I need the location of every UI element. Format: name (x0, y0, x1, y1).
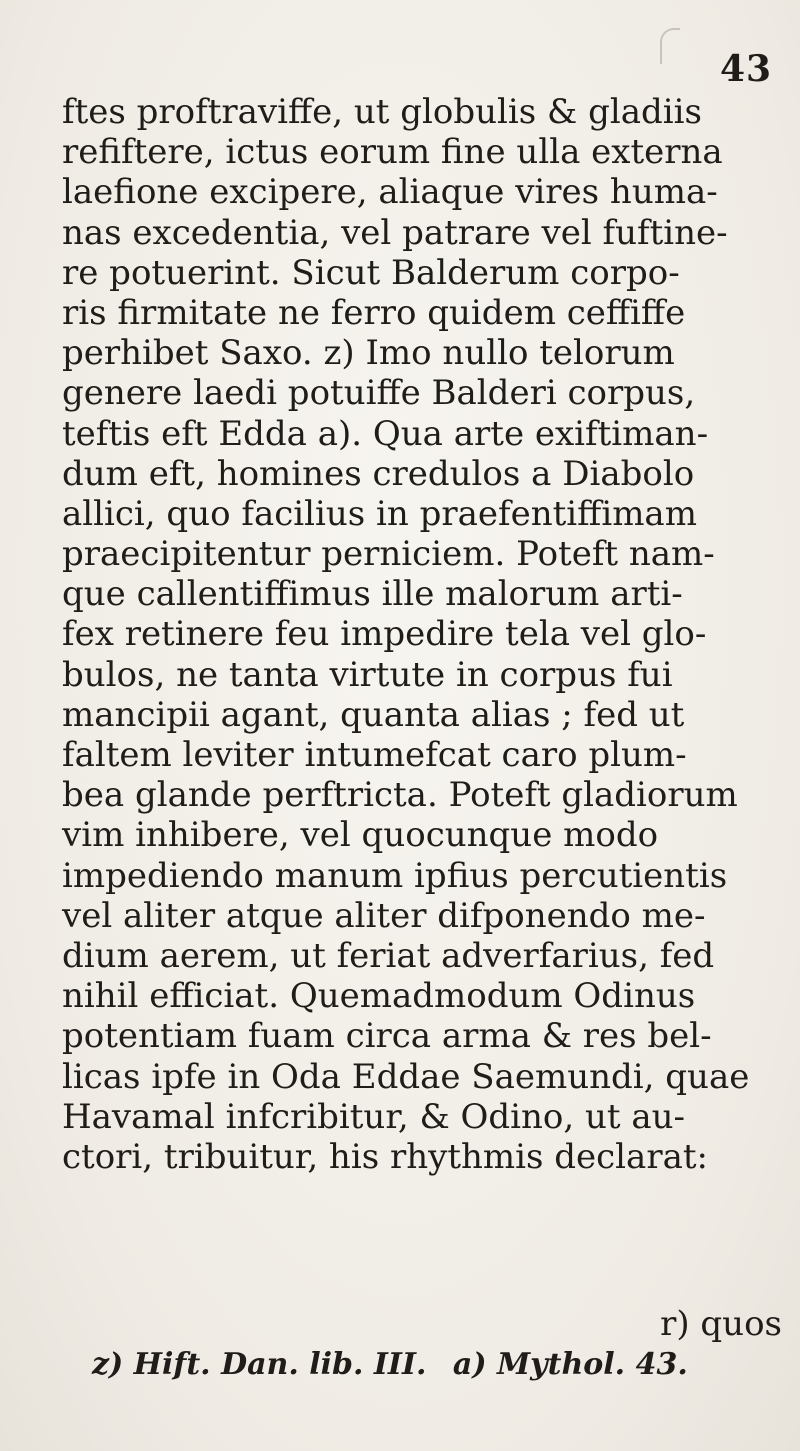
text-line: nas excedentia, vel patrare vel fuftine- (62, 212, 728, 253)
text-line: teftis eft Edda a). Qua arte exiftiman- (62, 413, 709, 454)
footnote-z: z) Hift. Dan. lib. III. (92, 1347, 427, 1382)
text-line: praecipitentur perniciem. Poteft nam- (62, 534, 715, 575)
text-line: potentiam fuam circa arma & res bel- (62, 1016, 712, 1057)
body-text (62, 92, 782, 1177)
text-line: fex retinere feu impedire tela vel glo- (62, 614, 707, 655)
text-line: que callentiffimus ille malorum arti- (62, 574, 683, 615)
text-line: allici, quo facilius in praefentiffimam (62, 493, 697, 534)
text-line: laefione excipere, aliaque vires huma- (62, 172, 718, 213)
text-line: vim inhibere, vel quocunque modo (62, 815, 659, 856)
text-line: bea glande perftricta. Poteft gladiorum (62, 775, 738, 816)
text-line: vel aliter atque aliter difponendo me- (62, 895, 706, 936)
page-number: 43 (720, 48, 773, 90)
text-line: refiftere, ictus eorum fine ulla externa (62, 132, 723, 173)
text-line: genere laedi potuiffe Balderi corpus, (62, 373, 696, 414)
text-line: ris firmitate ne ferro quidem ceffiffe (62, 292, 686, 333)
footnote-a: a) Mythol. 43. (452, 1347, 688, 1382)
text-line: perhibet Saxo. z) Imo nullo telorum (62, 333, 675, 374)
text-line: dium aerem, ut feriat adverfarius, fed (62, 935, 715, 976)
text-line: ctori, tribuitur, his rhythmis declarat: (62, 1136, 708, 1177)
text-line: dum eft, homines credulos a Diabolo (62, 453, 695, 494)
paper-edge-mark (660, 28, 680, 64)
text-line: faltem leviter intumefcat caro plum- (62, 735, 687, 775)
text-line: Havamal infcribitur, & Odino, ut au- (62, 1096, 686, 1137)
text-line: ftes proftraviffe, ut globulis & gladiis (62, 92, 702, 132)
text-line: mancipii agant, quanta alias ; fed ut (62, 694, 685, 735)
footnotes (92, 1346, 782, 1384)
text-line: nihil efficiat. Quemadmodum Odinus (62, 976, 696, 1017)
text-line: re potuerint. Sicut Balderum corpo- (62, 252, 680, 293)
catchword: r) quos (660, 1304, 782, 1344)
text-line: impediendo manum ipfius percutientis (62, 855, 728, 896)
text-line: licas ipfe in Oda Eddae Saemundi, quae (62, 1056, 750, 1097)
text-line: bulos, ne tanta virtute in corpus fui (62, 654, 673, 695)
